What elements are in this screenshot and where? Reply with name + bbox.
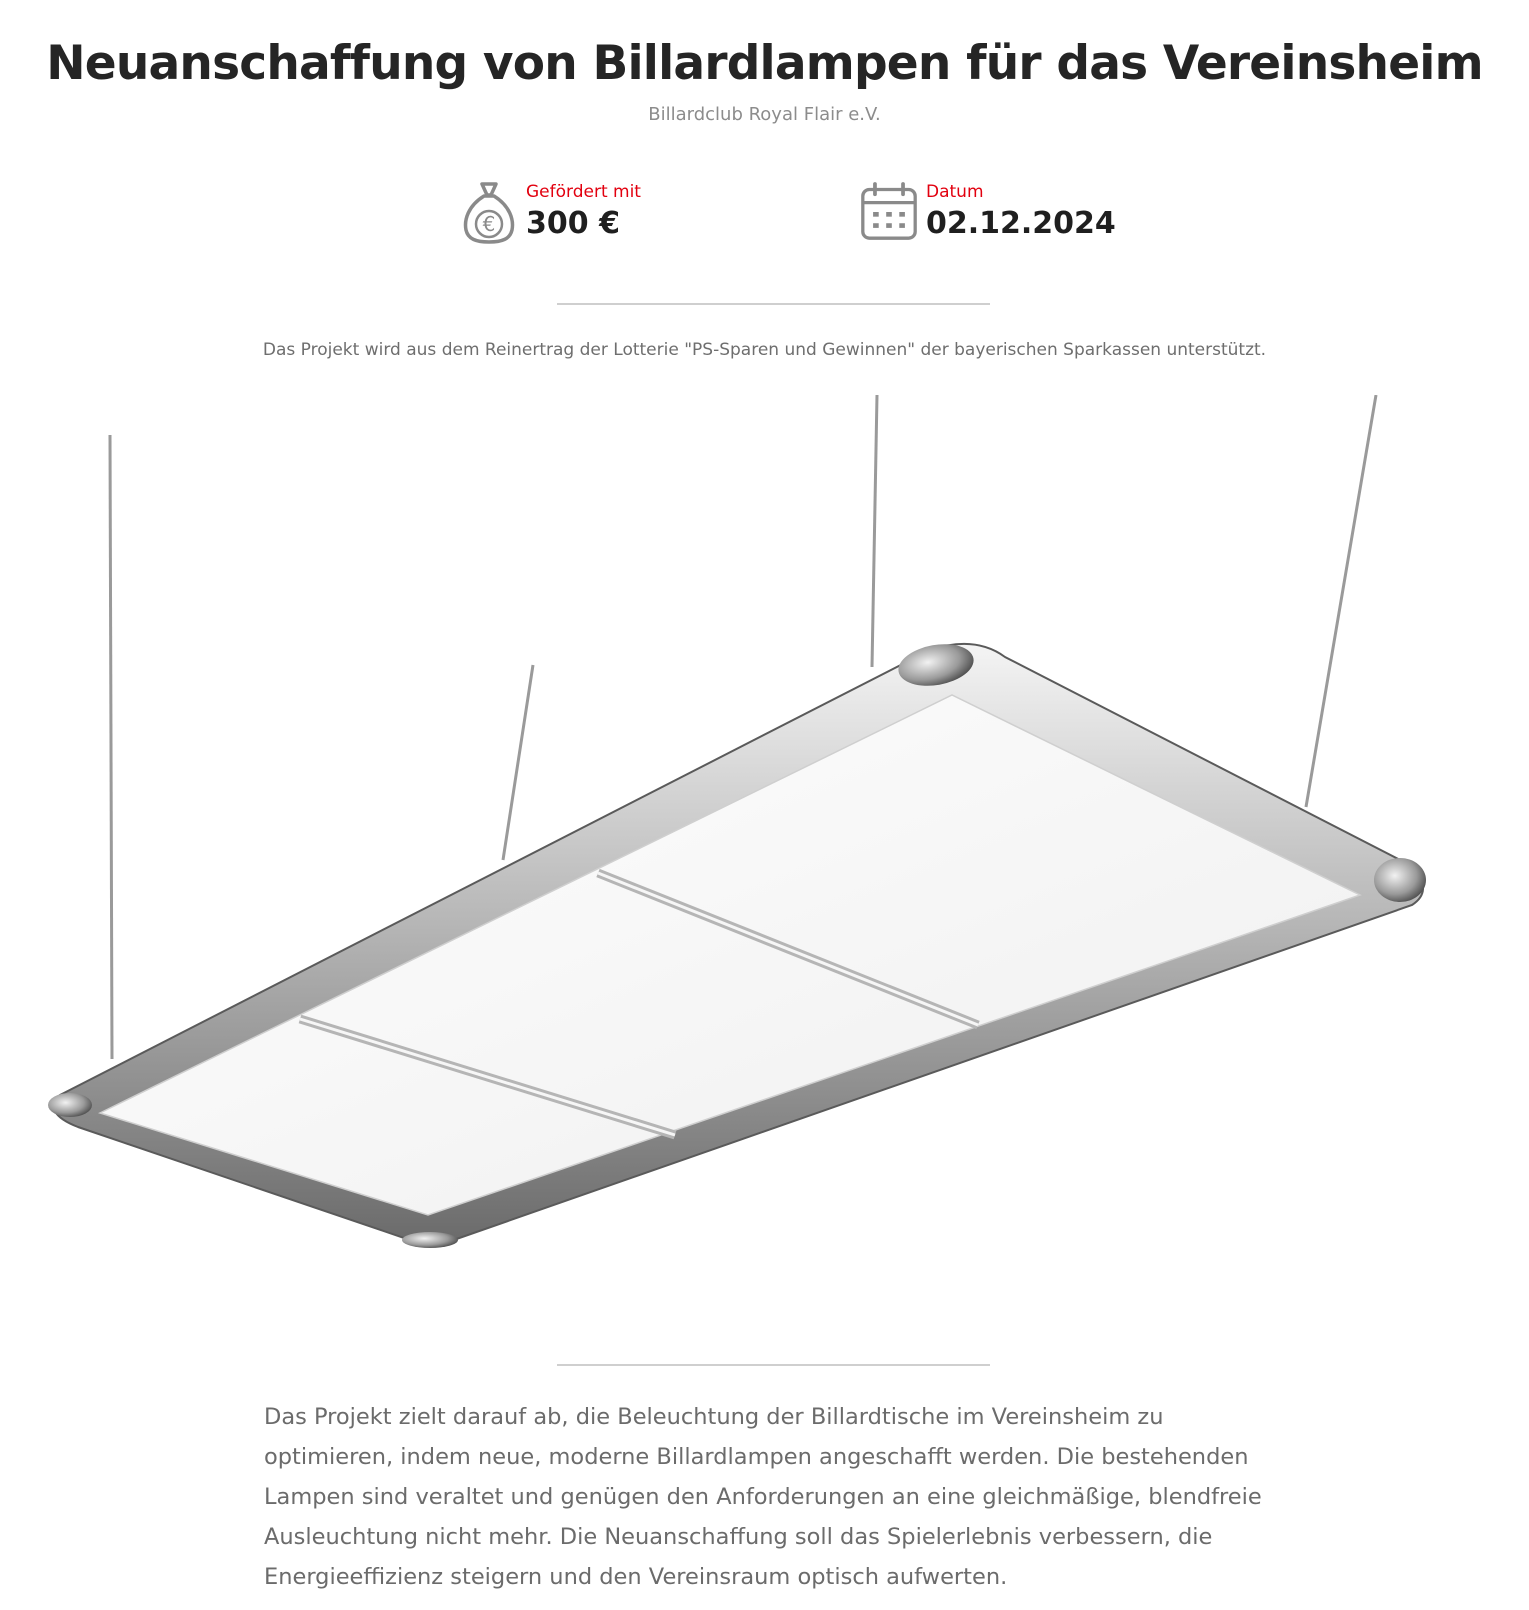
funding-label: Gefördert mit: [526, 182, 641, 202]
calendar-icon: [860, 180, 918, 244]
organization-name: Billardclub Royal Flair e.V.: [648, 104, 881, 125]
date-value: 02.12.2024: [926, 206, 1116, 241]
project-description: Das Projekt zielt darauf ab, die Beleuchtung der Billardtische im Vereinsheim zu optimieren, indem neue, moderne Billardlampen angeschafft werden. Die bestehenden Lampen sind veraltet und genügen den Anforderungen an eine gleichmäßige, blendfreie Ausleuchtung nicht mehr. Die Neuanschaffung soll das Spielerlebnis verbessern, die Energieeffizienz steigern und den Vereinsraum optisch aufwerten.: [264, 1404, 1262, 1590]
date-stat: [860, 180, 1116, 244]
divider: [557, 303, 990, 305]
billiard-lamp-image: [30, 395, 1470, 1285]
divider: [557, 1364, 990, 1366]
svg-text:€: €: [482, 212, 496, 236]
page-title: Neuanschaffung von Billardlampen für das Vereinsheim: [46, 36, 1483, 91]
funding-stat: [460, 180, 641, 244]
date-label: Datum: [926, 182, 984, 202]
lottery-note: Das Projekt wird aus dem Reinertrag der Lotterie "PS-Sparen und Gewinnen" der bayerischen Sparkassen unterstützt.: [262, 340, 1267, 360]
money-bag-euro-icon: [460, 180, 518, 244]
funding-value: 300 €: [526, 206, 620, 241]
